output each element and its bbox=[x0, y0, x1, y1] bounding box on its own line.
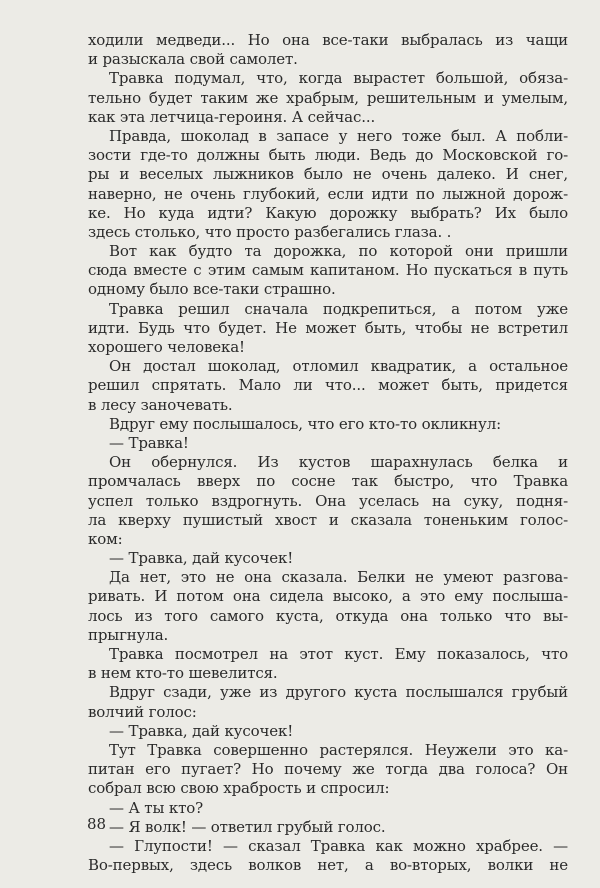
text-line: волчий голос: bbox=[88, 702, 197, 721]
text-line: ке. Но куда идти? Какую дорожку выбрать? Их было bbox=[88, 203, 568, 222]
text-line: в лесу заночевать. bbox=[88, 395, 233, 414]
text-line: Вдруг сзади, уже из другого куста послышался грубый bbox=[109, 683, 568, 702]
text-line: идти. Будь что будет. Не может быть, чтобы не встретил bbox=[88, 318, 568, 337]
text-line: — Травка, дай кусочек! bbox=[109, 721, 294, 740]
text-line: и разыскала свой самолет. bbox=[88, 50, 298, 69]
text-line: Травка подумал, что, когда вырастет большой, обяза- bbox=[109, 69, 568, 88]
text-line: наверно, не очень глубокий, если идти по лыжной дорож- bbox=[88, 184, 568, 203]
text-line: прыгнула. bbox=[88, 625, 169, 644]
text-line: — Глупости! — сказал Травка как можно храбрее. — bbox=[109, 836, 568, 855]
text-line: успел только вздрогнуть. Она уселась на суку, подня- bbox=[88, 491, 568, 510]
text-line: ривать. И потом она сидела высоко, а это ему послышa- bbox=[88, 587, 568, 606]
text-line: зости где-то должны быть люди. Ведь до Московской го- bbox=[88, 146, 568, 165]
text-line: промчалась вверх по сосне так быстро, что Травка bbox=[88, 472, 568, 491]
page-number: 88 bbox=[87, 815, 107, 833]
text-line: тельно будет таким же храбрым, решительным и умелым, bbox=[88, 88, 568, 107]
text-line: Вот как будто та дорожка, по которой они пришли bbox=[109, 242, 568, 261]
text-line: ком: bbox=[88, 529, 123, 548]
text-line: лось из того самого куста, откуда она только что вы- bbox=[88, 606, 568, 625]
text-line: в нем кто-то шевелится. bbox=[88, 664, 278, 683]
text-line: Травка решил сначала подкрепиться, а потом уже bbox=[109, 299, 568, 318]
text-line: питан его пугает? Но почему же тогда два голоса? Он bbox=[88, 760, 568, 779]
text-line: — Я волк! — ответил грубый голос. bbox=[109, 817, 386, 836]
text-line: хорошего человека! bbox=[88, 338, 245, 356]
text-line: ры и веселых лыжников было не очень далеко. И снег, bbox=[88, 165, 568, 184]
body-text bbox=[88, 31, 568, 875]
text-line: здесь столько, что просто разбегались глаза. . bbox=[88, 222, 452, 241]
text-line: решил спрятать. Мало ли что... может быть, придется bbox=[88, 376, 568, 395]
text-line: Он достал шоколад, отломил квадратик, а остальное bbox=[109, 357, 568, 376]
text-line: как эта летчица-героиня. А сейчас... bbox=[88, 107, 376, 126]
text-line: ходили медведи... Но она все-таки выбралась из чащи bbox=[88, 31, 568, 49]
text-line: ла кверху пушистый хвост и сказала тоненьким голос- bbox=[88, 510, 568, 529]
text-line: Травка посмотрел на этот куст. Ему показалось, что bbox=[109, 645, 568, 663]
text-line: одному было все-таки страшно. bbox=[88, 280, 336, 299]
text-line: собрал всю свою храбрость и спросил: bbox=[88, 779, 390, 798]
text-line: — А ты кто? bbox=[109, 798, 203, 817]
text-line: Вдруг ему послышалось, что его кто-то окликнул: bbox=[109, 414, 501, 433]
text-line: Правда, шоколад в запасе у него тоже был. А побли- bbox=[109, 126, 568, 145]
text-line: Тут Травка совершенно растерялся. Неужели это ка- bbox=[109, 740, 568, 759]
text-line: Во-первых, здесь волков нет, а во-вторых, волки не bbox=[88, 856, 568, 875]
text-line: Он обернулся. Из кустов шарахнулась белка и bbox=[109, 453, 568, 472]
text-line: — Травка! bbox=[109, 433, 189, 452]
text-line: — Травка, дай кусочек! bbox=[109, 549, 294, 568]
text-line: сюда вместе с этим самым капитаном. Но пускаться в путь bbox=[88, 261, 568, 280]
text-line: Да нет, это не она сказала. Белки не умеют разгова- bbox=[109, 568, 568, 587]
